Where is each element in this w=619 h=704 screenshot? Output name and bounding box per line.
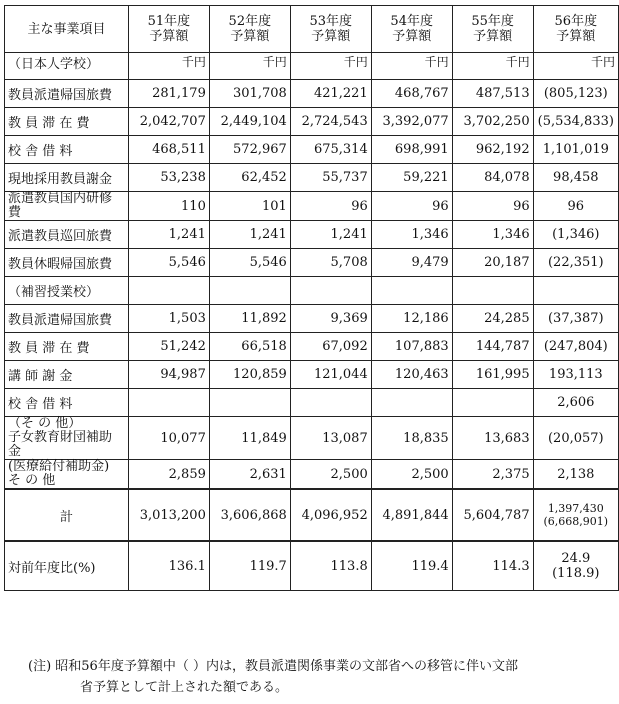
table-row	[5, 305, 619, 333]
value-cell: 120,463	[371, 361, 452, 389]
value-cell: (5,534,833)	[533, 108, 618, 136]
value-cell: (20,057)	[533, 417, 618, 460]
value-cell: 962,192	[452, 136, 533, 164]
ratio-row	[5, 541, 619, 591]
year-label: 52年度	[228, 14, 272, 29]
row-label: 教 員 滞 在 費	[5, 108, 129, 136]
value-cell: (22,351)	[533, 249, 618, 277]
section-label-japanese-school: （日本人学校）	[5, 53, 129, 80]
value-cell: (37,387)	[533, 305, 618, 333]
value-cell: 487,513	[452, 80, 533, 108]
row-label: （補習授業校）	[5, 277, 129, 305]
table-row	[5, 136, 619, 164]
value-cell: 120,859	[209, 361, 290, 389]
footnote	[28, 656, 613, 698]
value-cell: 94,987	[128, 361, 209, 389]
year-label: 51年度	[147, 14, 191, 29]
total-value: 4,891,844	[371, 489, 452, 541]
row-label: 校 舎 借 料	[5, 389, 129, 417]
value-cell: 1,241	[290, 221, 371, 249]
value-cell	[452, 389, 533, 417]
year-label: 53年度	[309, 14, 353, 29]
value-cell: 1,346	[371, 221, 452, 249]
value-cell: 2,500	[371, 460, 452, 490]
value-cell: 110	[128, 192, 209, 221]
value-cell: 62,452	[209, 164, 290, 192]
value-cell	[371, 277, 452, 305]
table-row	[5, 389, 619, 417]
row-label: 教員派遣帰国旅費	[5, 80, 129, 108]
value-cell: 1,503	[128, 305, 209, 333]
value-cell	[209, 277, 290, 305]
ratio-value-56	[533, 541, 618, 591]
value-cell: 675,314	[290, 136, 371, 164]
value-cell: 1,241	[128, 221, 209, 249]
value-cell: (1,346)	[533, 221, 618, 249]
value-cell: 20,187	[452, 249, 533, 277]
value-cell	[371, 389, 452, 417]
total-value: 3,606,868	[209, 489, 290, 541]
ratio-56-amount: 24.9	[561, 551, 591, 566]
value-cell: 698,991	[371, 136, 452, 164]
value-cell: 2,606	[533, 389, 618, 417]
value-cell: 1,346	[452, 221, 533, 249]
value-cell: 11,849	[209, 417, 290, 460]
table-row	[5, 164, 619, 192]
value-cell: 421,221	[290, 80, 371, 108]
value-cell: 1,101,019	[533, 136, 618, 164]
table-row	[5, 460, 619, 490]
value-cell: 1,241	[209, 221, 290, 249]
header-year-52	[209, 6, 290, 53]
value-cell: 468,511	[128, 136, 209, 164]
row-label: 派遣教員国内研修費	[5, 192, 129, 221]
header-year-53	[290, 6, 371, 53]
value-cell: 67,092	[290, 333, 371, 361]
header-year-51	[128, 6, 209, 53]
year-label: 54年度	[390, 14, 433, 29]
value-cell: 3,392,077	[371, 108, 452, 136]
year-sub: 予算額	[556, 29, 596, 44]
value-cell: 11,892	[209, 305, 290, 333]
budget-table	[4, 5, 619, 591]
value-cell: 66,518	[209, 333, 290, 361]
value-cell: 161,995	[452, 361, 533, 389]
year-label: 55年度	[471, 14, 514, 29]
ratio-value: 119.7	[209, 541, 290, 591]
unit-cell: 千円	[290, 53, 371, 80]
value-cell: 5,708	[290, 249, 371, 277]
value-cell	[290, 277, 371, 305]
header-row	[5, 6, 619, 53]
row-label: 講 師 謝 金	[5, 361, 129, 389]
value-cell: 2,449,104	[209, 108, 290, 136]
value-cell: 96	[371, 192, 452, 221]
table-row	[5, 80, 619, 108]
value-cell: 301,708	[209, 80, 290, 108]
value-cell: 12,186	[371, 305, 452, 333]
total-row	[5, 489, 619, 541]
unit-cell: 千円	[128, 53, 209, 80]
row-label: 校 舎 借 料	[5, 136, 129, 164]
total-value: 5,604,787	[452, 489, 533, 541]
header-year-55	[452, 6, 533, 53]
value-cell	[128, 389, 209, 417]
value-cell	[533, 277, 618, 305]
value-cell: 2,631	[209, 460, 290, 490]
total-label: 計	[5, 489, 129, 541]
ratio-label: 対前年度比(%)	[5, 541, 129, 591]
total-56-amount: 1,397,430	[547, 502, 604, 515]
value-cell: 51,242	[128, 333, 209, 361]
value-cell	[290, 389, 371, 417]
value-cell: 2,138	[533, 460, 618, 490]
header-year-56	[533, 6, 618, 53]
value-cell: 96	[452, 192, 533, 221]
unit-cell: 千円	[452, 53, 533, 80]
value-cell: 13,087	[290, 417, 371, 460]
ratio-value: 113.8	[290, 541, 371, 591]
year-sub: 予算額	[149, 29, 189, 44]
year-sub: 予算額	[311, 29, 351, 44]
value-cell	[128, 277, 209, 305]
value-cell	[452, 277, 533, 305]
value-cell: 144,787	[452, 333, 533, 361]
value-cell: 96	[290, 192, 371, 221]
row-label: 教 員 滞 在 費	[5, 333, 129, 361]
unit-cell: 千円	[533, 53, 618, 80]
total-value: 3,013,200	[128, 489, 209, 541]
value-cell: 2,042,707	[128, 108, 209, 136]
total-value: 4,096,952	[290, 489, 371, 541]
value-cell: 281,179	[128, 80, 209, 108]
value-cell: 96	[533, 192, 618, 221]
table-row	[5, 108, 619, 136]
value-cell: 55,737	[290, 164, 371, 192]
total-56-transferred: (6,668,901)	[543, 515, 609, 528]
value-cell: 121,044	[290, 361, 371, 389]
value-cell: 3,702,250	[452, 108, 533, 136]
value-cell: 5,546	[209, 249, 290, 277]
total-value-56	[533, 489, 618, 541]
ratio-value: 119.4	[371, 541, 452, 591]
value-cell: 2,859	[128, 460, 209, 490]
year-sub: 予算額	[392, 29, 432, 44]
value-cell: 101	[209, 192, 290, 221]
table-row	[5, 221, 619, 249]
unit-cell: 千円	[209, 53, 290, 80]
value-cell: (247,804)	[533, 333, 618, 361]
value-cell: 18,835	[371, 417, 452, 460]
table-row	[5, 417, 619, 460]
header-year-54	[371, 6, 452, 53]
ratio-56-transferred: (118.9)	[552, 566, 600, 581]
table-row	[5, 192, 619, 221]
table-row	[5, 277, 619, 305]
value-cell	[209, 389, 290, 417]
value-cell: 13,683	[452, 417, 533, 460]
ratio-value: 114.3	[452, 541, 533, 591]
value-cell: 84,078	[452, 164, 533, 192]
table-row	[5, 249, 619, 277]
row-label: 現地採用教員謝金	[5, 164, 129, 192]
value-cell: 24,285	[452, 305, 533, 333]
footnote-line-1: (注) 昭和56年度予算額中（ ）内は，教員派遣関係事業の文部省への移管に伴い文部	[28, 659, 518, 674]
value-cell: 10,077	[128, 417, 209, 460]
value-cell: 107,883	[371, 333, 452, 361]
year-sub: 予算額	[473, 29, 513, 44]
ratio-value: 136.1	[128, 541, 209, 591]
unit-cell: 千円	[371, 53, 452, 80]
row-label: 教員休暇帰国旅費	[5, 249, 129, 277]
value-cell: 5,546	[128, 249, 209, 277]
value-cell: 468,767	[371, 80, 452, 108]
value-cell: 2,500	[290, 460, 371, 490]
row-label: (医療給付補助金) そ の 他	[5, 460, 129, 490]
header-item: 主な事業項目	[5, 6, 129, 53]
year-sub: 予算額	[230, 29, 270, 44]
value-cell: (805,123)	[533, 80, 618, 108]
unit-row	[5, 53, 619, 80]
value-cell: 193,113	[533, 361, 618, 389]
value-cell: 59,221	[371, 164, 452, 192]
value-cell: 98,458	[533, 164, 618, 192]
value-cell: 2,724,543	[290, 108, 371, 136]
row-label: 派遣教員巡回旅費	[5, 221, 129, 249]
value-cell: 2,375	[452, 460, 533, 490]
value-cell: 9,479	[371, 249, 452, 277]
row-label: 教員派遣帰国旅費	[5, 305, 129, 333]
value-cell: 572,967	[209, 136, 290, 164]
table-row	[5, 333, 619, 361]
table-row	[5, 361, 619, 389]
year-label: 56年度	[554, 14, 598, 29]
value-cell: 53,238	[128, 164, 209, 192]
value-cell: 9,369	[290, 305, 371, 333]
footnote-line-2: 省予算として計上された額である。	[80, 680, 289, 695]
row-label: （そ の 他） 子女教育財団補助金	[5, 417, 129, 460]
